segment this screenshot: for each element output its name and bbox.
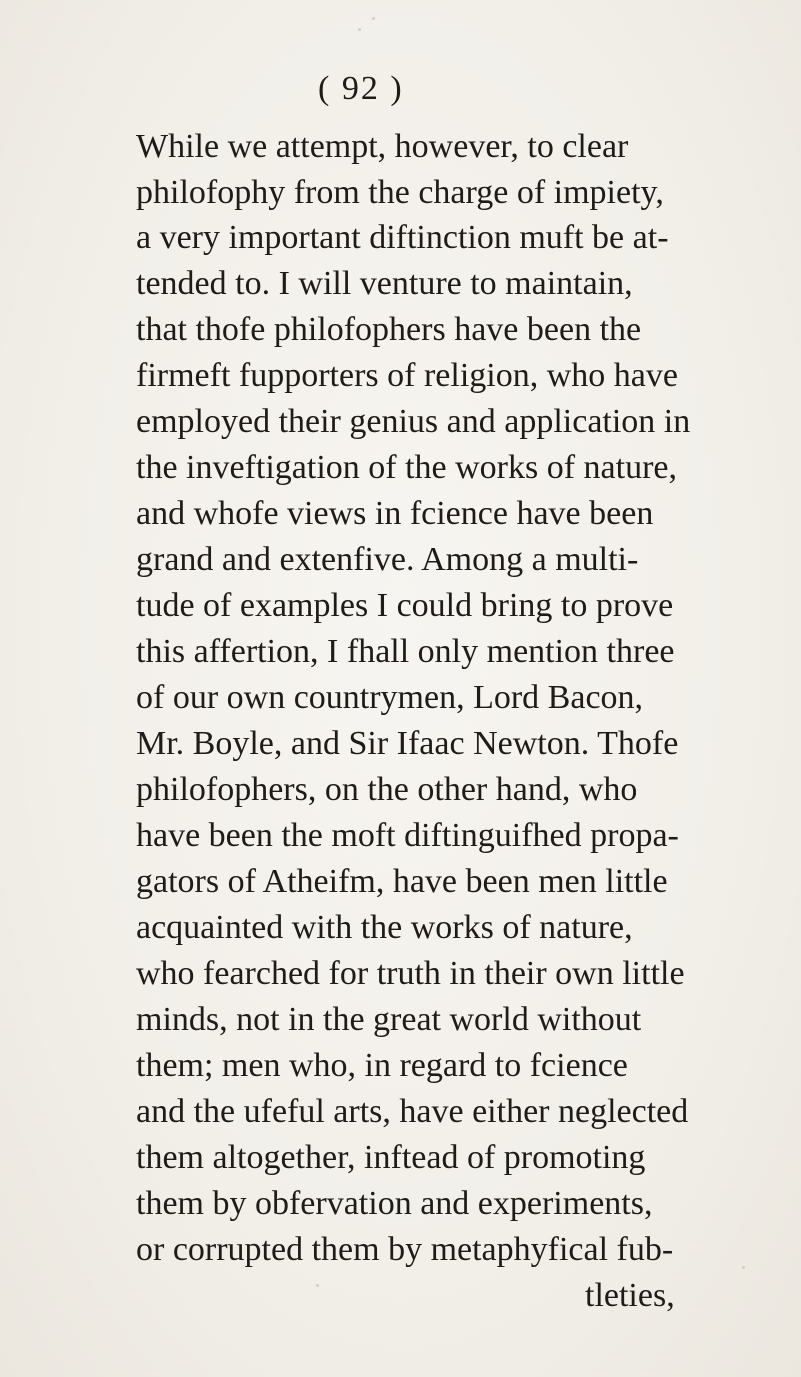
text-line: them; men who, in regard to fcience [136,1047,628,1084]
text-line: who fearched for truth in their own little [136,955,685,992]
text-line: firmeft fupporters of religion, who have [136,357,678,394]
text-line: of our own countrymen, Lord Bacon, [136,679,644,716]
text-line: philofophy from the charge of impiety, [136,174,664,211]
catchword: tleties, [585,1277,675,1314]
paper-speck [316,1284,319,1287]
paper-speck [372,17,375,20]
text-line: Mr. Boyle, and Sir Ifaac Newton. Thofe [136,725,679,762]
paper-speck [742,1266,745,1269]
text-line: or corrupted them by metaphyfical fub- [136,1231,674,1268]
text-line: acquainted with the works of nature, [136,909,633,946]
text-line: them altogether, inftead of promoting [136,1139,646,1176]
text-line: philofophers, on the other hand, who [136,771,638,808]
text-line: tended to. I will venture to maintain, [136,265,633,302]
text-line: tude of examples I could bring to prove [136,587,674,624]
text-line: that thofe philofophers have been the [136,311,642,348]
text-line: a very important diftinction muft be at- [136,219,669,256]
text-line: and the ufeful arts, have either neglected [136,1093,689,1130]
text-line: minds, not in the great world without [136,1001,642,1038]
text-line: employed their genius and application in [136,403,691,440]
text-line: While we attempt, however, to clear [136,128,629,165]
text-line: this affertion, I fhall only mention three [136,633,675,670]
text-line: grand and extenfive. Among a multi- [136,541,639,578]
text-line: the inveftigation of the works of nature, [136,449,678,486]
text-line: have been the moft diftinguifhed propa- [136,817,679,854]
paper-speck [358,28,361,31]
text-line: them by obfervation and experiments, [136,1185,653,1222]
page-number: ( 92 ) [318,70,404,107]
text-line: gators of Atheifm, have been men little [136,863,668,900]
text-line: and whofe views in fcience have been [136,495,654,532]
